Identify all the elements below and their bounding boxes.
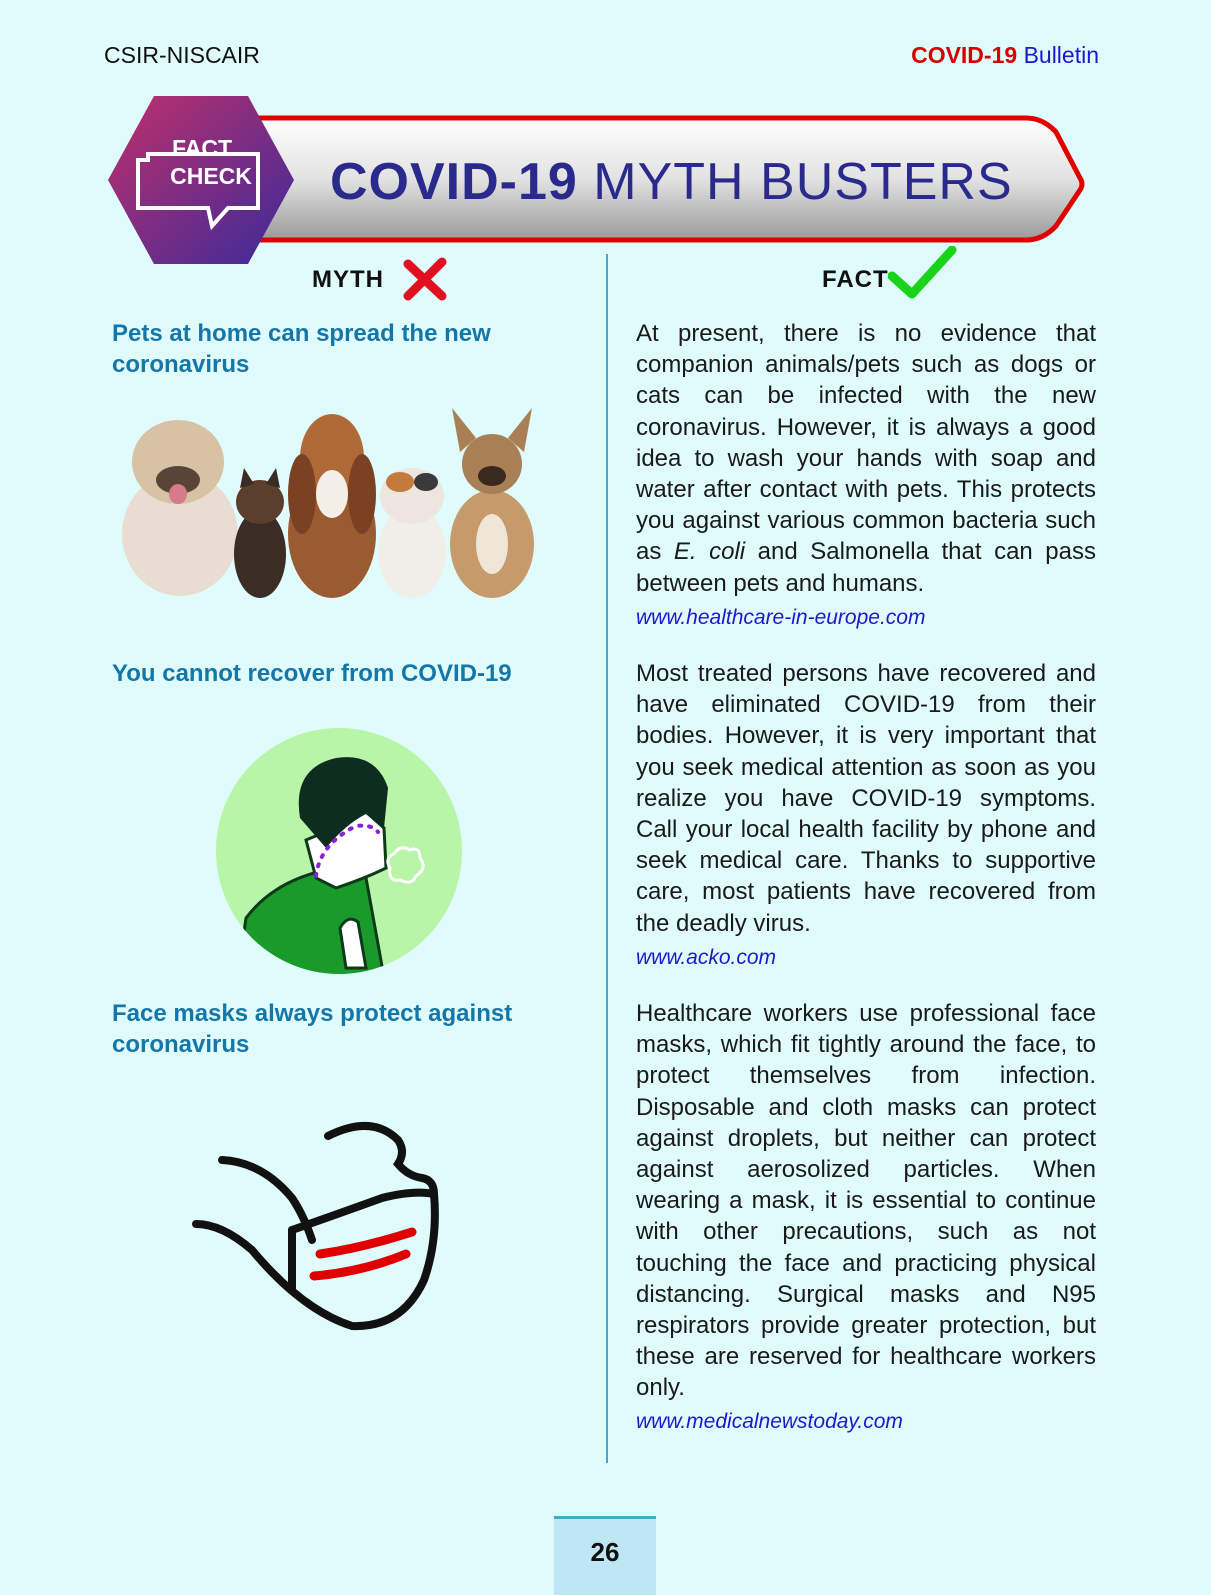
source-link-2[interactable]: www.acko.com bbox=[636, 946, 777, 969]
column-divider bbox=[606, 254, 608, 1463]
fact-check-label bbox=[146, 134, 258, 190]
banner-title bbox=[330, 152, 1013, 212]
fact-1 bbox=[636, 318, 1096, 599]
bulldog-image bbox=[122, 420, 238, 596]
banner-title-rest: MYTH BUSTERS bbox=[593, 153, 1013, 211]
myth-label: MYTH bbox=[312, 266, 384, 293]
face-mask-illustration bbox=[192, 1120, 452, 1356]
badge-line-2: CHECK bbox=[170, 163, 252, 189]
myth-3: Face masks always protect against coronavirus bbox=[112, 1000, 513, 1058]
myth-1: Pets at home can spread the new coronavirus bbox=[112, 320, 491, 378]
source-link-3[interactable]: www.medicalnewstoday.com bbox=[636, 1410, 903, 1433]
source-link-1[interactable]: www.healthcare-in-europe.com bbox=[636, 606, 926, 629]
fact-1-text-a: At present, there is no evidence that companion animals/pets such as dogs or cats can be infected with the new coronavirus. However, it is always a good idea to wash your hands with soap and water after contact with pets. This protects you against various common bacteria such as bbox=[636, 320, 1096, 566]
cross-icon bbox=[402, 256, 448, 302]
kitten-dark-image bbox=[234, 468, 286, 598]
bulletin-word: Bulletin bbox=[1023, 42, 1099, 68]
french-bulldog-image bbox=[450, 408, 534, 598]
org-name: CSIR-NISCAIR bbox=[104, 42, 260, 68]
banner-title-bold: COVID-19 bbox=[330, 153, 578, 211]
check-icon bbox=[888, 246, 958, 300]
pets-illustration bbox=[120, 404, 540, 600]
badge-line-1: FACT bbox=[171, 135, 233, 161]
basset-hound-image bbox=[288, 414, 376, 598]
fact-1-text-b: and Salmonella that can pass between pets and humans. bbox=[636, 538, 1097, 597]
page-number: 26 bbox=[554, 1516, 656, 1595]
bulletin-covid: COVID-19 bbox=[911, 42, 1018, 68]
myth-column-heading bbox=[312, 266, 384, 294]
myth-2: You cannot recover from COVID-19 bbox=[112, 660, 512, 687]
bulletin-title bbox=[911, 42, 1099, 69]
coughing-person-illustration bbox=[216, 728, 462, 974]
fact-label: FACT bbox=[822, 266, 889, 293]
fact-3: Healthcare workers use professional face masks, which fit tightly around the face, to protect themselves from infection. Disposable and cloth masks can protect against droplets, but neither can protect against aerosolized particles. When wearing a mask, it is essential to continue with other precautions, such as not touching the face and practicing physical distancing. Surgical masks and N95 respirators provide greater protection, but these are reserved for healthcare workers only. bbox=[636, 1000, 1096, 1402]
fact-2: Most treated persons have recovered and have eliminated COVID-19 from their bodies. However, it is very important that you seek medical attention as soon as you realize you have COVID-19 symptoms. Call your local health facility by phone and seek medical care. Thanks to supportive care, most patients have recovered from the deadly virus. bbox=[636, 660, 1096, 937]
fact-column-heading bbox=[822, 266, 889, 294]
fact-1-italic: E. coli bbox=[673, 538, 746, 566]
persian-cat-image bbox=[378, 468, 446, 598]
